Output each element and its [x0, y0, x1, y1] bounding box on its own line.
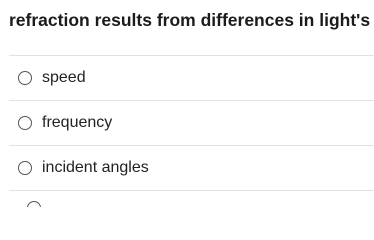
radio-button-icon[interactable]	[18, 71, 32, 85]
answer-option-frequency[interactable]	[9, 101, 374, 146]
answer-option-partially-visible[interactable]	[9, 192, 374, 207]
question-text: refraction results from differences in light's	[9, 10, 371, 30]
radio-button-icon[interactable]	[27, 201, 41, 207]
answer-option-label: incident angles	[42, 159, 149, 176]
answer-option-label: frequency	[42, 114, 113, 131]
radio-button-icon[interactable]	[18, 161, 32, 175]
answer-option-speed[interactable]	[9, 56, 374, 101]
answer-option-label: speed	[42, 69, 86, 86]
radio-button-icon[interactable]	[18, 116, 32, 130]
answer-option-incident-angles[interactable]	[9, 146, 374, 191]
